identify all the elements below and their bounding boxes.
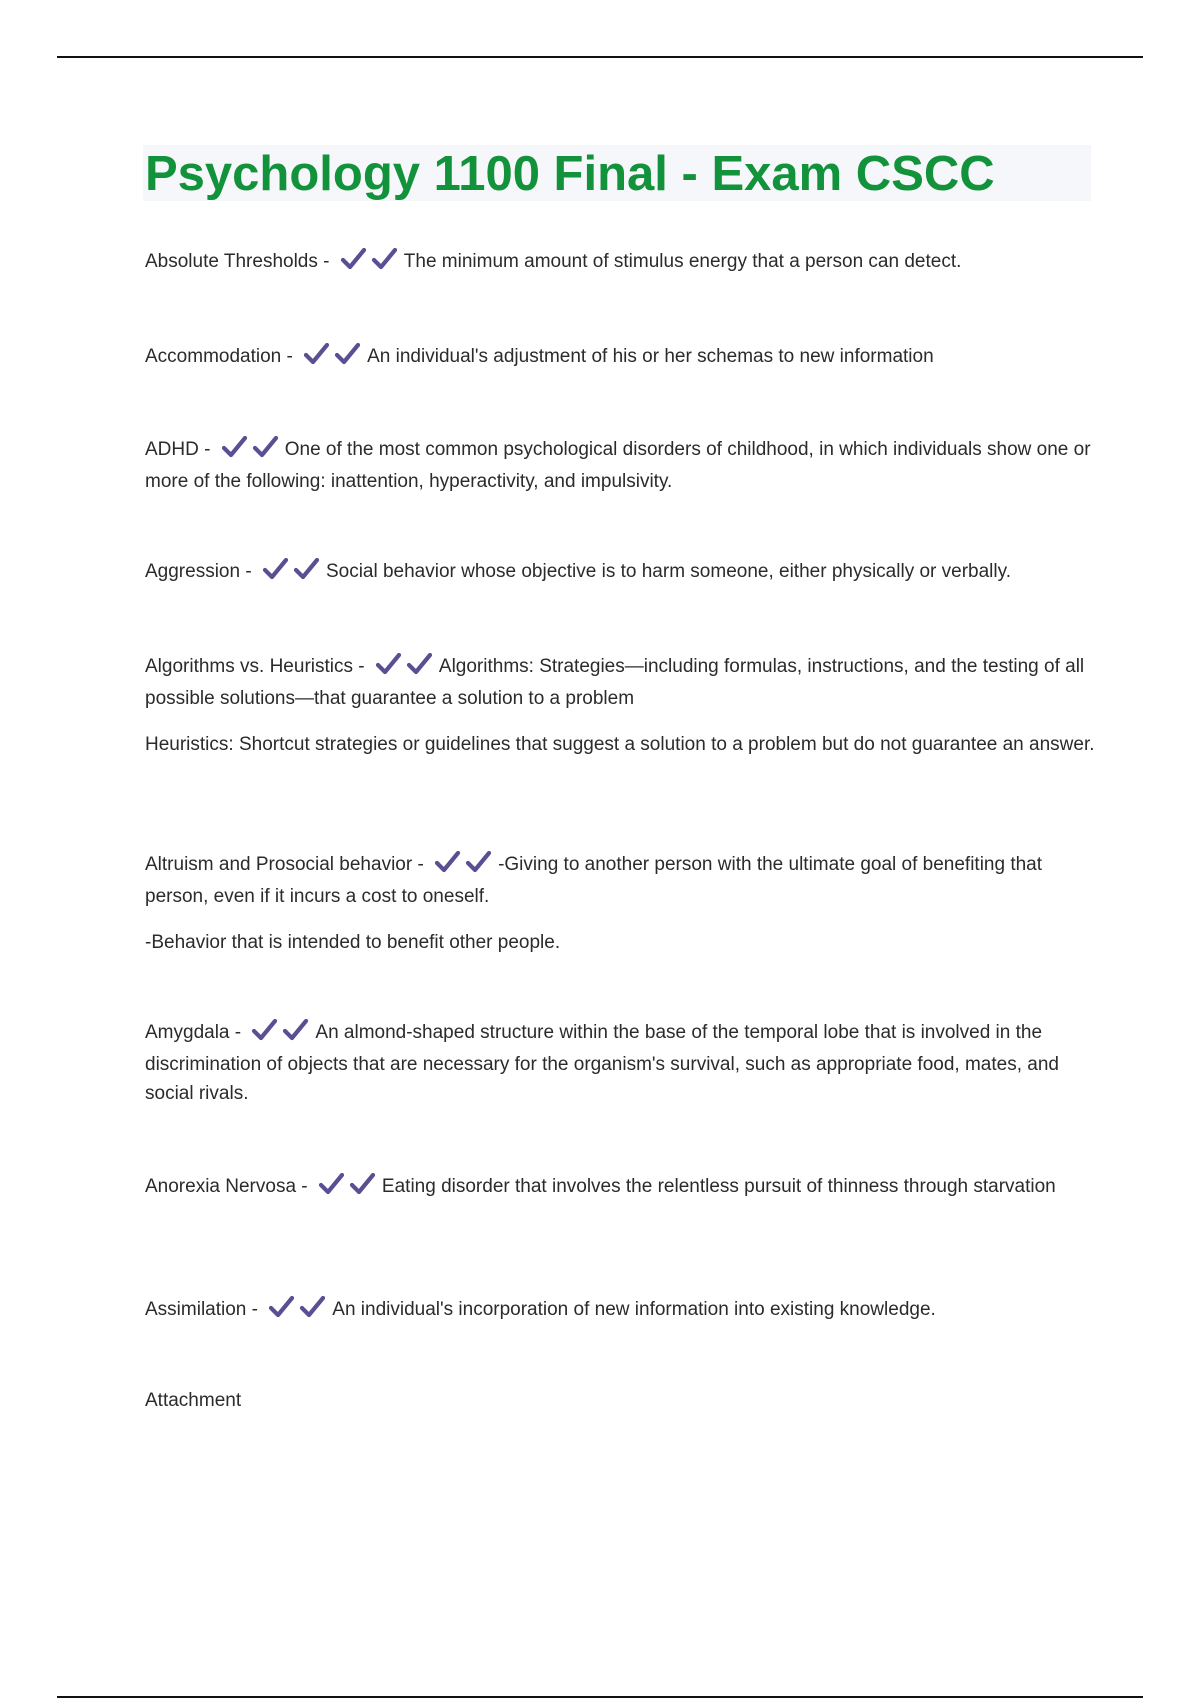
check-icon <box>334 343 361 365</box>
definition-entry <box>145 850 1095 957</box>
check-icon <box>252 436 279 458</box>
double-check-icon <box>340 248 402 279</box>
entry-main <box>145 850 1095 911</box>
check-icon <box>318 1173 345 1195</box>
definition-entry <box>145 557 1095 589</box>
entry-main <box>145 1018 1095 1108</box>
double-check-icon <box>251 1019 313 1050</box>
check-icon <box>262 558 289 580</box>
entry-definition: One of the most common psychological disorders of childhood, in which individuals show one or more of the following: inattention, hyperactivity, and impulsivity. <box>145 439 1091 492</box>
entry-continuation: Heuristics: Shortcut strategies or guidelines that suggest a solution to a problem but do not guarantee an answer. <box>145 734 1095 755</box>
entry-term: Attachment <box>145 1390 242 1411</box>
check-icon <box>349 1173 376 1195</box>
check-icon <box>340 248 367 270</box>
entry-term: Absolute Thresholds <box>145 251 318 272</box>
entry-main <box>145 557 1095 589</box>
check-icon <box>251 1019 278 1041</box>
check-icon <box>375 653 402 675</box>
double-check-icon <box>375 653 437 684</box>
definition-entry <box>145 342 1095 374</box>
entry-main <box>145 247 1095 279</box>
entry-term: ADHD <box>145 439 199 460</box>
entry-term: Assimilation <box>145 1299 247 1320</box>
term-separator: - <box>296 1176 313 1197</box>
term-separator: - <box>353 656 370 677</box>
check-icon <box>434 851 461 873</box>
entry-term: Aggression <box>145 561 241 582</box>
term-separator: - <box>317 251 335 272</box>
term-separator: - <box>412 854 430 875</box>
term-separator: - <box>229 1022 247 1043</box>
check-icon <box>268 1296 295 1318</box>
check-icon <box>303 343 330 365</box>
definition-entry <box>145 1295 1095 1327</box>
double-check-icon <box>221 436 283 467</box>
entry-definition: An individual's adjustment of his or her schemas to new information <box>367 346 934 367</box>
term-separator: - <box>240 561 257 582</box>
definition-entry <box>145 1018 1095 1108</box>
double-check-icon <box>434 851 496 882</box>
entry-main <box>145 1295 1095 1327</box>
top-rule <box>57 56 1143 58</box>
entry-term: Anorexia Nervosa <box>145 1176 297 1197</box>
entry-definition: Algorithms: Strategies—including formulas, instructions, and the testing of all possible solutions—that guarantee a solution to a problem <box>145 656 1085 709</box>
definition-entry <box>145 247 1095 279</box>
bottom-rule <box>57 1696 1143 1698</box>
entry-definition: Social behavior whose objective is to harm someone, either physically or verbally. <box>325 561 1011 582</box>
double-check-icon <box>268 1296 330 1327</box>
entry-term: Accommodation <box>145 346 282 367</box>
definition-entry <box>145 435 1095 496</box>
entry-continuation: -Behavior that is intended to benefit other people. <box>145 932 561 953</box>
check-icon <box>406 653 433 675</box>
term-separator: - <box>281 346 299 367</box>
definition-entry <box>145 652 1095 759</box>
entry-main <box>145 342 1095 374</box>
entry-definition: Eating disorder that involves the relentless pursuit of thinness through starvation <box>381 1176 1056 1197</box>
definition-entry <box>145 1172 1095 1204</box>
double-check-icon <box>262 558 324 589</box>
definition-entry <box>145 1386 1095 1415</box>
check-icon <box>282 1019 309 1041</box>
check-icon <box>299 1296 326 1318</box>
entry-definition: -Giving to another person with the ultimate goal of benefiting that person, even if it incurs a cost to oneself. <box>145 854 1043 907</box>
entry-main <box>145 652 1095 713</box>
document-title: Psychology 1100 Final - Exam CSCC <box>145 147 995 201</box>
entry-definition: The minimum amount of stimulus energy that a person can detect. <box>403 251 962 272</box>
check-icon <box>221 436 248 458</box>
entry-definition: An individual's incorporation of new information into existing knowledge. <box>332 1299 936 1320</box>
entry-main <box>145 1172 1095 1204</box>
check-icon <box>371 248 398 270</box>
entry-definition: An almond-shaped structure within the base of the temporal lobe that is involved in the discrimination of objects that are necessary for the organism's survival, such as appropriate food, mates, and social rivals. <box>145 1022 1059 1104</box>
entry-term: Algorithms vs. Heuristics <box>145 656 353 677</box>
check-icon <box>293 558 320 580</box>
double-check-icon <box>318 1173 380 1204</box>
entry-main <box>145 435 1095 496</box>
term-separator: - <box>246 1299 264 1320</box>
term-separator: - <box>198 439 216 460</box>
entry-term: Altruism and Prosocial behavior <box>145 854 413 875</box>
entry-term: Amygdala <box>145 1022 230 1043</box>
check-icon <box>465 851 492 873</box>
double-check-icon <box>303 343 365 374</box>
